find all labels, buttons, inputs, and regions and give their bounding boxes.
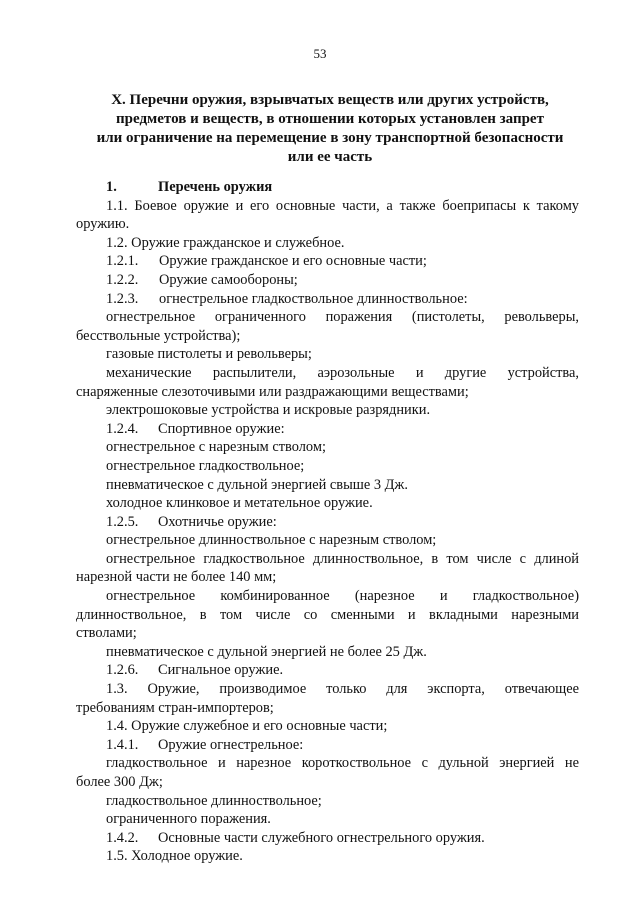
paragraph-line: огнестрельное гладкоствольное длинноствольное, в том числе с длиной — [106, 550, 579, 567]
paragraph-line: стволами; — [76, 625, 137, 642]
item-text: Оружие гражданское и его основные части; — [159, 253, 427, 270]
list-item — [76, 736, 579, 755]
paragraph-line: огнестрельное с нарезным стволом; — [106, 439, 326, 456]
paragraph-line: гладкоствольное длинноствольное; — [106, 792, 322, 809]
paragraph-line: 1.3. Оружие, производимое только для экспорта, отвечающее — [106, 681, 579, 698]
paragraph-line: газовые пистолеты и револьверы; — [106, 346, 312, 363]
paragraph-line: 1.4. Оружие служебное и его основные части; — [106, 718, 388, 735]
paragraph-line: огнестрельное комбинированное (нарезное и гладкоствольное) — [106, 588, 579, 605]
paragraph-line: оружию. — [76, 216, 130, 233]
list-item — [76, 829, 579, 848]
item-number: 1.4.2. — [106, 829, 139, 846]
paragraph-line: гладкоствольное и нарезное короткоствольное с дульной энергией не — [106, 755, 579, 772]
document-body — [76, 178, 579, 866]
paragraph-line: пневматическое с дульной энергией не более 25 Дж. — [106, 643, 427, 660]
paragraph-line: длинноствольное, в том числе со сменными и вкладными нарезными — [76, 606, 579, 623]
paragraph-line: бесствольные устройства); — [76, 327, 241, 344]
item-text: огнестрельное гладкоствольное длинноствольное: — [159, 290, 468, 307]
page-number: 53 — [313, 46, 327, 61]
paragraph-line: более 300 Дж; — [76, 774, 163, 790]
list-item — [76, 661, 579, 680]
paragraph-line: 1.1. Боевое оружие и его основные части, а также боеприпасы к такому — [106, 197, 579, 214]
item-text: Основные части служебного огнестрельного оружия. — [158, 829, 485, 846]
section-title-line: X. Перечни оружия, взрывчатых веществ или других устройств, — [111, 92, 549, 108]
list-item — [76, 513, 579, 532]
list-item — [76, 420, 579, 439]
paragraph-line: огнестрельное гладкоствольное; — [106, 457, 305, 474]
item-number: 1.2.2. — [106, 271, 139, 288]
list-heading — [76, 178, 579, 197]
item-text: Оружие огнестрельное: — [158, 736, 304, 753]
item-number: 1.2.3. — [106, 290, 139, 307]
paragraph-line: нарезной части не более 140 мм; — [76, 569, 277, 586]
heading-number: 1. — [106, 179, 117, 195]
paragraph-line: холодное клинковое и метательное оружие. — [106, 495, 373, 512]
section-title — [80, 91, 580, 167]
paragraph-line: снаряженные слезоточивыми или раздражающими веществами; — [76, 383, 469, 400]
list-item — [76, 271, 579, 290]
item-text: Спортивное оружие: — [158, 420, 285, 437]
section-title-line: предметов и веществ, в отношении которых установлен запрет — [116, 111, 544, 127]
paragraph-line: огнестрельное длинноствольное с нарезным стволом; — [106, 532, 437, 549]
paragraph-line: огнестрельное ограниченного поражения (пистолеты, револьверы, — [106, 309, 579, 326]
section-title-line: или ее часть — [287, 149, 373, 165]
item-number: 1.2.6. — [106, 662, 139, 679]
paragraph-line: 1.2. Оружие гражданское и служебное. — [106, 234, 345, 251]
paragraph-line: пневматическое с дульной энергией свыше 3 Дж. — [106, 476, 408, 493]
paragraph-line: ограниченного поражения. — [106, 811, 271, 828]
item-number: 1.4.1. — [106, 736, 139, 753]
item-number: 1.2.4. — [106, 420, 139, 437]
section-title-line: или ограничение на перемещение в зону транспортной безопасности — [96, 130, 564, 146]
item-number: 1.2.1. — [106, 253, 139, 270]
list-item — [76, 290, 579, 309]
list-item — [76, 252, 579, 271]
item-text: Охотничье оружие: — [158, 513, 277, 530]
paragraph-line: электрошоковые устройства и искровые разрядники. — [106, 402, 431, 419]
paragraph-line: требованиям стран-импортеров; — [76, 699, 274, 716]
item-number: 1.2.5. — [106, 513, 139, 530]
item-text: Оружие самообороны; — [159, 271, 298, 288]
heading-text: Перечень оружия — [158, 179, 273, 195]
paragraph-line: 1.5. Холодное оружие. — [106, 848, 243, 865]
item-text: Сигнальное оружие. — [158, 662, 284, 679]
paragraph-line: механические распылители, аэрозольные и другие устройства, — [106, 364, 579, 381]
